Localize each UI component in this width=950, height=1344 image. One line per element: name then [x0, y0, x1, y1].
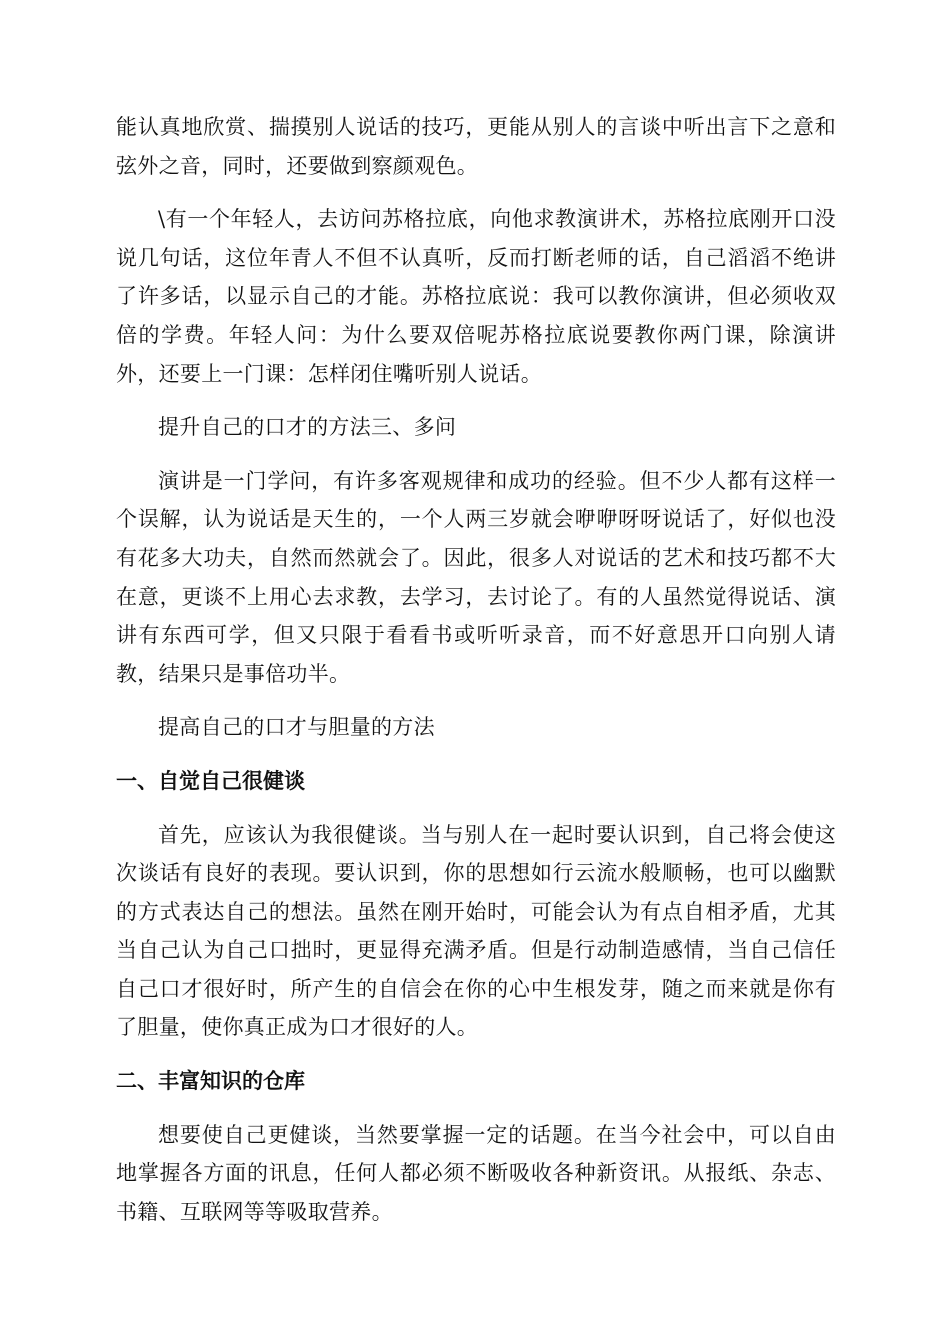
paragraph-speech-learning: 演讲是一门学问，有许多客观规律和成功的经验。但不少人都有这样一个误解，认为说话是天生的，一个人两三岁就会咿咿呀呀说话了，好似也没有花多大功夫，自然而然就会了。因此，很多人对说话的艺术和技巧都不大在意，更谈不上用心去求教，去学习，去讨论了。有的人虽然觉得说话、演讲有东西可学，但又只限于看看书或听听录音，而不好意思开口向别人请教，结果只是事倍功半。 [116, 468, 836, 686]
paragraph-method-three-title: 提升自己的口才的方法三、多问 [158, 415, 457, 440]
paragraph-courage-title: 提高自己的口才与胆量的方法 [158, 715, 435, 740]
paragraph-continuation: 能认真地欣赏、揣摸别人说话的技巧，更能从别人的言谈中听出言下之意和弦外之音，同时，还要做到察颜观色。 [116, 115, 836, 178]
paragraph-socrates-story: \有一个年轻人，去访问苏格拉底，向他求教演讲术，苏格拉底刚开口没说几句话，这位年青人不但不认真听，反而打断老师的话，自己滔滔不绝讲了许多话，以显示自己的才能。苏格拉底说：我可以教你演讲，但必须收双倍的学费。年轻人问：为什么要双倍呢苏格拉底说要教你两门课，除演讲外，还要上一门课：怎样闭住嘴听别人说话。 [116, 207, 836, 386]
section-heading-two: 二、丰富知识的仓库 [116, 1069, 305, 1094]
paragraph-knowledge: 想要使自己更健谈，当然要掌握一定的话题。在当今社会中，可以自由地掌握各方面的讯息，任何人都必须不断吸收各种新资讯。从报纸、杂志、书籍、互联网等等吸取营养。 [116, 1122, 836, 1224]
document-page [116, 108, 836, 1246]
paragraph-self-confidence: 首先，应该认为我很健谈。当与别人在一起时要认识到，自己将会使这次谈话有良好的表现。要认识到，你的思想如行云流水般顺畅，也可以幽默的方式表达自己的想法。虽然在刚开始时，可能会认为有点自相矛盾，尤其当自己认为自己口拙时，更显得充满矛盾。但是行动制造感情，当自己信任自己口才很好时，所产生的自信会在你的心中生根发芽，随之而来就是你有了胆量，使你真正成为口才很好的人。 [116, 822, 836, 1040]
section-heading-one: 一、自觉自己很健谈 [116, 768, 305, 793]
